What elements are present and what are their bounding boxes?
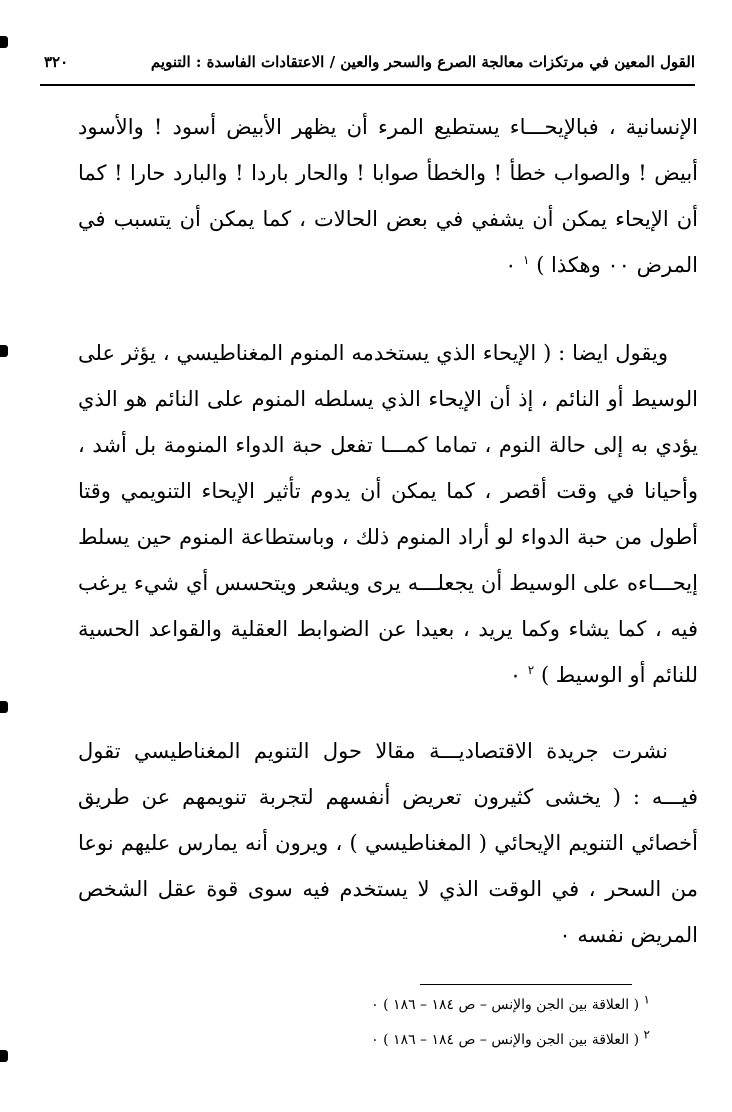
footnote-2 <box>300 1023 650 1058</box>
footnote-ref-1: ١ <box>523 253 530 267</box>
paragraph-text <box>78 104 698 288</box>
header-title: القول المعين في مرتكزات معالجة الصرع والسحر والعين / الاعتقادات الفاسدة : التنويم <box>150 53 695 71</box>
footnote-text: ( العلاقة بين الجن والإنس – ص ١٨٤ – ١٨٦ ) ٠ <box>371 1032 640 1048</box>
footnote-number: ٢ <box>643 1027 650 1042</box>
running-header <box>40 44 695 84</box>
paragraph-2-text: ويقول ايضا : ( الإيحاء الذي يستخدمه المنوم المغناطيسي ، يؤثر على الوسيط أو النائم ، إذ أن الإيحاء الذي يسلطه المنوم على النائم هو الذي يؤدي به إلى حالة النوم ، تماما كمـــا تفعل حبة الدواء المنومة بل أشد ، وأحيانا في وقت أقصر ، كما يمكن أن يدوم تأثير الإيحاء التنويمي وقتا أطول من حبة الدواء لو أراد المنوم ذلك ، وباستطاعة المنوم حين يسلط إيحـــاءه على الوسيط أن يجعلـــه يرى ويشعر ويتحسس أي شيء يرغب فيه ، كما يشاء وكما يريد ، بعيدا عن الضوابط العقلية والقواعد الحسية للنائم أو الوسيط ) <box>78 341 698 687</box>
footnote-ref-2: ٢ <box>527 663 535 677</box>
footnote-number: ١ <box>643 992 650 1007</box>
paragraph-1-tail: ٠ <box>505 253 524 277</box>
header-rule <box>40 84 695 86</box>
footnotes <box>300 988 650 1058</box>
scan-edge-mark <box>0 36 8 48</box>
paragraph-text <box>78 728 698 958</box>
scan-edge-mark <box>0 345 8 357</box>
scan-edge-mark <box>0 701 8 713</box>
footnote-rule <box>420 984 632 985</box>
paragraph-1-text: الإنسانية ، فبالإيحـــاء يستطيع المرء أن يظهر الأبيض أسود ! والأسود أبيض ! والصواب خطأ ! والخطأ صوابا ! والحار باردا ! والبارد حارا ! كما أن الإيحاء يمكن أن يشفي في بعض الحالات ، كما يمكن أن يتسبب في المرض ٠٠ وهكذا ) <box>78 115 698 277</box>
paragraph-2-tail: ٠ <box>509 663 528 687</box>
paragraph-text <box>78 330 698 698</box>
footnote-1 <box>300 988 650 1023</box>
scan-edge-mark <box>0 1050 8 1062</box>
paragraph-3-text: نشرت جريدة الاقتصاديـــة مقالا حول التنويم المغناطيسي تقول فيـــه : ( يخشى كثيرون تعريض أنفسهم لتجربة تنويمهم عن طريق أخصائي التنويم الإيحائي ( المغناطيسي ) ، ويرون أنه يمارس عليهم نوعا من السحر ، في الوقت الذي لا يستخدم فيه سوى قوة عقل الشخص المريض نفسه ٠ <box>78 739 698 947</box>
paragraph-1 <box>78 104 698 288</box>
page-number: ٣٢٠ <box>44 53 69 71</box>
paragraph-2 <box>78 330 698 698</box>
footnote-text: ( العلاقة بين الجن والإنس – ص ١٨٤ – ١٨٦ ) ٠ <box>371 997 640 1013</box>
paragraph-3 <box>78 728 698 958</box>
